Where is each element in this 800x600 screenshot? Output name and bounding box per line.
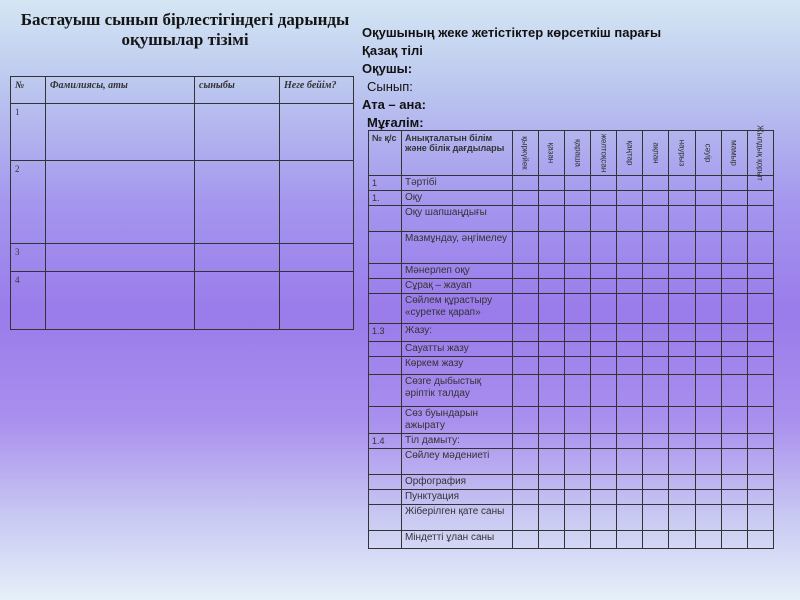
score-cell[interactable] xyxy=(538,490,564,505)
aptitude-cell[interactable] xyxy=(280,272,354,330)
score-cell[interactable] xyxy=(643,294,669,324)
score-cell[interactable] xyxy=(591,294,617,324)
score-cell[interactable] xyxy=(538,324,564,342)
score-cell[interactable] xyxy=(669,407,695,434)
skill-cell: Оқу xyxy=(401,191,512,206)
score-cell[interactable] xyxy=(617,475,643,490)
col-item-number: № қ/с xyxy=(369,131,402,176)
score-cell[interactable] xyxy=(669,375,695,407)
score-cell[interactable] xyxy=(721,294,747,324)
month-header: Жылдық қорыт xyxy=(747,131,773,176)
score-cell[interactable] xyxy=(617,176,643,191)
score-cell[interactable] xyxy=(669,191,695,206)
skill-cell: Көркем жазу xyxy=(401,357,512,375)
month-header: сәуір xyxy=(695,131,721,176)
score-cell[interactable] xyxy=(512,475,538,490)
score-cell[interactable] xyxy=(669,505,695,531)
score-cell[interactable] xyxy=(643,475,669,490)
row-number: 3 xyxy=(11,244,46,272)
row-number: 1.3 xyxy=(369,324,402,342)
score-cell[interactable] xyxy=(643,191,669,206)
score-cell[interactable] xyxy=(721,176,747,191)
score-cell[interactable] xyxy=(512,232,538,264)
skill-cell: Сөйлем құрастыру «суретке қарап» xyxy=(401,294,512,324)
skill-cell: Пунктуация xyxy=(401,490,512,505)
score-cell[interactable] xyxy=(747,434,773,449)
score-cell[interactable] xyxy=(695,434,721,449)
achievement-sheet-title: Оқушының жеке жетістіктер көрсеткіш парағы xyxy=(362,25,662,40)
score-cell[interactable] xyxy=(538,449,564,475)
score-cell[interactable] xyxy=(538,176,564,191)
score-cell[interactable] xyxy=(669,264,695,279)
score-cell[interactable] xyxy=(695,531,721,549)
score-cell[interactable] xyxy=(695,475,721,490)
score-cell[interactable] xyxy=(538,206,564,232)
score-cell[interactable] xyxy=(617,505,643,531)
score-cell[interactable] xyxy=(538,434,564,449)
score-cell[interactable] xyxy=(512,531,538,549)
score-cell[interactable] xyxy=(512,264,538,279)
row-number xyxy=(369,475,402,490)
score-cell[interactable] xyxy=(643,206,669,232)
skill-cell: Мәнерлеп оқу xyxy=(401,264,512,279)
score-cell[interactable] xyxy=(538,191,564,206)
score-cell[interactable] xyxy=(538,475,564,490)
subject-label: Қазақ тілі xyxy=(362,43,423,58)
score-cell[interactable] xyxy=(669,357,695,375)
table-row xyxy=(369,490,774,505)
score-cell[interactable] xyxy=(695,449,721,475)
score-cell[interactable] xyxy=(538,505,564,531)
score-cell[interactable] xyxy=(695,294,721,324)
score-cell[interactable] xyxy=(617,490,643,505)
score-cell[interactable] xyxy=(721,342,747,357)
month-header: наурыз xyxy=(669,131,695,176)
achievements-header-row xyxy=(369,131,774,176)
score-cell[interactable] xyxy=(538,531,564,549)
score-cell[interactable] xyxy=(564,191,590,206)
score-cell[interactable] xyxy=(512,294,538,324)
score-cell[interactable] xyxy=(512,434,538,449)
table-row xyxy=(369,449,774,475)
student-list-title: Бастауыш сынып бірлестігіндегі дарынды оқушылар тізімі xyxy=(20,10,350,49)
table-row xyxy=(369,324,774,342)
skill-cell: Мазмұндау, әңгімелеу xyxy=(401,232,512,264)
score-cell[interactable] xyxy=(617,342,643,357)
row-number: 1.4 xyxy=(369,434,402,449)
skill-cell: Сөйлеу мәдениеті xyxy=(401,449,512,475)
aptitude-cell[interactable] xyxy=(280,104,354,161)
achievements-table xyxy=(368,125,774,549)
score-cell[interactable] xyxy=(512,279,538,294)
col-aptitude: Неге бейім? xyxy=(280,77,354,104)
score-cell[interactable] xyxy=(512,407,538,434)
score-cell[interactable] xyxy=(643,324,669,342)
table-row xyxy=(369,191,774,206)
table-row xyxy=(369,176,774,191)
score-cell[interactable] xyxy=(617,264,643,279)
col-name: Фамилиясы, аты xyxy=(46,77,195,104)
table-row xyxy=(11,244,354,272)
score-cell[interactable] xyxy=(721,357,747,375)
row-number xyxy=(369,206,402,232)
row-number xyxy=(369,490,402,505)
table-row xyxy=(369,206,774,232)
skill-cell: Тәртібі xyxy=(401,176,512,191)
score-cell[interactable] xyxy=(591,279,617,294)
score-cell[interactable] xyxy=(643,505,669,531)
score-cell[interactable] xyxy=(538,357,564,375)
score-cell[interactable] xyxy=(538,279,564,294)
table-row xyxy=(369,407,774,434)
name-cell[interactable] xyxy=(46,104,195,161)
score-cell[interactable] xyxy=(721,531,747,549)
score-cell[interactable] xyxy=(512,191,538,206)
score-cell[interactable] xyxy=(747,279,773,294)
score-cell[interactable] xyxy=(747,342,773,357)
gifted-students-table xyxy=(10,76,354,330)
score-cell[interactable] xyxy=(591,531,617,549)
student-label: Оқушы: xyxy=(362,61,413,76)
score-cell[interactable] xyxy=(643,357,669,375)
score-cell[interactable] xyxy=(617,206,643,232)
score-cell[interactable] xyxy=(643,434,669,449)
score-cell[interactable] xyxy=(747,357,773,375)
row-number xyxy=(369,449,402,475)
score-cell[interactable] xyxy=(538,294,564,324)
score-cell[interactable] xyxy=(564,531,590,549)
score-cell[interactable] xyxy=(564,475,590,490)
score-cell[interactable] xyxy=(591,407,617,434)
score-cell[interactable] xyxy=(695,505,721,531)
score-cell[interactable] xyxy=(591,490,617,505)
skill-cell: Жіберілген қате саны xyxy=(401,505,512,531)
score-cell[interactable] xyxy=(721,407,747,434)
score-cell[interactable] xyxy=(564,176,590,191)
score-cell[interactable] xyxy=(591,434,617,449)
score-cell[interactable] xyxy=(617,407,643,434)
score-cell[interactable] xyxy=(643,342,669,357)
score-cell[interactable] xyxy=(512,375,538,407)
score-cell[interactable] xyxy=(512,206,538,232)
score-cell[interactable] xyxy=(669,232,695,264)
score-cell[interactable] xyxy=(538,264,564,279)
score-cell[interactable] xyxy=(512,357,538,375)
score-cell[interactable] xyxy=(669,206,695,232)
score-cell[interactable] xyxy=(695,206,721,232)
month-header: мамыр xyxy=(721,131,747,176)
score-cell[interactable] xyxy=(564,324,590,342)
score-cell[interactable] xyxy=(747,375,773,407)
row-number xyxy=(369,279,402,294)
class-label: Сынып: xyxy=(367,79,413,94)
score-cell[interactable] xyxy=(617,232,643,264)
row-number xyxy=(369,294,402,324)
score-cell[interactable] xyxy=(643,490,669,505)
score-cell[interactable] xyxy=(643,279,669,294)
month-header: қараша xyxy=(564,131,590,176)
month-header: қазан xyxy=(538,131,564,176)
score-cell[interactable] xyxy=(695,191,721,206)
score-cell[interactable] xyxy=(538,375,564,407)
score-cell[interactable] xyxy=(721,475,747,490)
score-cell[interactable] xyxy=(591,342,617,357)
skill-cell: Сауатты жазу xyxy=(401,342,512,357)
score-cell[interactable] xyxy=(721,449,747,475)
score-cell[interactable] xyxy=(617,324,643,342)
score-cell[interactable] xyxy=(747,407,773,434)
row-number xyxy=(369,264,402,279)
score-cell[interactable] xyxy=(617,191,643,206)
score-cell[interactable] xyxy=(591,324,617,342)
score-cell[interactable] xyxy=(617,434,643,449)
score-cell[interactable] xyxy=(591,375,617,407)
score-cell[interactable] xyxy=(669,475,695,490)
score-cell[interactable] xyxy=(695,375,721,407)
skill-cell: Жазу: xyxy=(401,324,512,342)
score-cell[interactable] xyxy=(669,279,695,294)
table-row xyxy=(11,161,354,244)
table-row xyxy=(369,531,774,549)
table-row xyxy=(369,375,774,407)
name-cell[interactable] xyxy=(46,161,195,244)
score-cell[interactable] xyxy=(721,490,747,505)
table-row xyxy=(11,104,354,161)
score-cell[interactable] xyxy=(564,505,590,531)
score-cell[interactable] xyxy=(643,375,669,407)
score-cell[interactable] xyxy=(564,232,590,264)
score-cell[interactable] xyxy=(564,342,590,357)
score-cell[interactable] xyxy=(564,407,590,434)
row-number xyxy=(369,531,402,549)
score-cell[interactable] xyxy=(564,449,590,475)
score-cell[interactable] xyxy=(617,531,643,549)
table-header-row xyxy=(11,77,354,104)
col-number: № xyxy=(11,77,46,104)
month-header: желтоқсан xyxy=(591,131,617,176)
row-number: 1 xyxy=(11,104,46,161)
score-cell[interactable] xyxy=(695,342,721,357)
class-cell[interactable] xyxy=(195,161,280,244)
name-cell[interactable] xyxy=(46,272,195,330)
table-row xyxy=(369,342,774,357)
score-cell[interactable] xyxy=(669,324,695,342)
score-cell[interactable] xyxy=(721,324,747,342)
score-cell[interactable] xyxy=(617,375,643,407)
score-cell[interactable] xyxy=(591,176,617,191)
table-row xyxy=(369,475,774,490)
score-cell[interactable] xyxy=(591,475,617,490)
table-row xyxy=(11,272,354,330)
score-cell[interactable] xyxy=(669,531,695,549)
table-row xyxy=(369,505,774,531)
row-number xyxy=(369,232,402,264)
table-row xyxy=(369,434,774,449)
skill-cell: Оқу шапшаңдығы xyxy=(401,206,512,232)
row-number xyxy=(369,407,402,434)
score-cell[interactable] xyxy=(591,449,617,475)
row-number: 4 xyxy=(11,272,46,330)
score-cell[interactable] xyxy=(512,505,538,531)
score-cell[interactable] xyxy=(669,490,695,505)
score-cell[interactable] xyxy=(591,206,617,232)
row-number: 2 xyxy=(11,161,46,244)
skill-cell: Сөз буындарын ажырату xyxy=(401,407,512,434)
score-cell[interactable] xyxy=(721,232,747,264)
achievement-sheet-header xyxy=(362,24,792,132)
score-cell[interactable] xyxy=(747,475,773,490)
score-cell[interactable] xyxy=(721,434,747,449)
score-cell[interactable] xyxy=(617,294,643,324)
score-cell[interactable] xyxy=(669,342,695,357)
score-cell[interactable] xyxy=(512,449,538,475)
score-cell[interactable] xyxy=(512,176,538,191)
table-row xyxy=(369,294,774,324)
score-cell[interactable] xyxy=(643,531,669,549)
row-number xyxy=(369,375,402,407)
score-cell[interactable] xyxy=(695,232,721,264)
row-number xyxy=(369,342,402,357)
score-cell[interactable] xyxy=(721,279,747,294)
score-cell[interactable] xyxy=(747,264,773,279)
score-cell[interactable] xyxy=(538,407,564,434)
score-cell[interactable] xyxy=(564,375,590,407)
score-cell[interactable] xyxy=(564,357,590,375)
score-cell[interactable] xyxy=(564,294,590,324)
skill-cell: Сөзге дыбыстық әріптік талдау xyxy=(401,375,512,407)
score-cell[interactable] xyxy=(669,449,695,475)
month-header: ақпан xyxy=(643,131,669,176)
aptitude-cell[interactable] xyxy=(280,244,354,272)
score-cell[interactable] xyxy=(591,232,617,264)
score-cell[interactable] xyxy=(564,490,590,505)
score-cell[interactable] xyxy=(564,206,590,232)
score-cell[interactable] xyxy=(564,264,590,279)
score-cell[interactable] xyxy=(747,490,773,505)
skill-cell: Сұрақ – жауап xyxy=(401,279,512,294)
score-cell[interactable] xyxy=(564,434,590,449)
table-row xyxy=(369,232,774,264)
score-cell[interactable] xyxy=(643,407,669,434)
score-cell[interactable] xyxy=(643,449,669,475)
table-row xyxy=(369,279,774,294)
score-cell[interactable] xyxy=(512,490,538,505)
score-cell[interactable] xyxy=(591,264,617,279)
score-cell[interactable] xyxy=(721,206,747,232)
score-cell[interactable] xyxy=(591,191,617,206)
score-cell[interactable] xyxy=(617,279,643,294)
score-cell[interactable] xyxy=(695,176,721,191)
score-cell[interactable] xyxy=(512,342,538,357)
score-cell[interactable] xyxy=(721,505,747,531)
score-cell[interactable] xyxy=(695,264,721,279)
score-cell[interactable] xyxy=(695,490,721,505)
skill-cell: Тіл дамыту: xyxy=(401,434,512,449)
col-skill: Анықталатын білім және білік дағдылары xyxy=(401,131,512,176)
score-cell[interactable] xyxy=(591,505,617,531)
score-cell[interactable] xyxy=(721,191,747,206)
row-number: 1. xyxy=(369,191,402,206)
score-cell[interactable] xyxy=(721,375,747,407)
score-cell[interactable] xyxy=(617,449,643,475)
score-cell[interactable] xyxy=(695,357,721,375)
score-cell[interactable] xyxy=(617,357,643,375)
score-cell[interactable] xyxy=(747,449,773,475)
score-cell[interactable] xyxy=(695,279,721,294)
score-cell[interactable] xyxy=(512,324,538,342)
score-cell[interactable] xyxy=(669,434,695,449)
score-cell[interactable] xyxy=(721,264,747,279)
class-cell[interactable] xyxy=(195,244,280,272)
score-cell[interactable] xyxy=(591,357,617,375)
aptitude-cell[interactable] xyxy=(280,161,354,244)
score-cell[interactable] xyxy=(669,176,695,191)
row-number xyxy=(369,357,402,375)
score-cell[interactable] xyxy=(747,324,773,342)
month-header: қыркүйек xyxy=(512,131,538,176)
score-cell[interactable] xyxy=(747,531,773,549)
col-class: сыныбы xyxy=(195,77,280,104)
score-cell[interactable] xyxy=(695,407,721,434)
score-cell[interactable] xyxy=(643,176,669,191)
row-number xyxy=(369,505,402,531)
table-row xyxy=(369,357,774,375)
score-cell[interactable] xyxy=(747,505,773,531)
class-cell[interactable] xyxy=(195,272,280,330)
class-cell[interactable] xyxy=(195,104,280,161)
score-cell[interactable] xyxy=(695,324,721,342)
row-number: 1 xyxy=(369,176,402,191)
score-cell[interactable] xyxy=(747,191,773,206)
parent-label: Ата – ана: xyxy=(362,97,426,112)
skill-cell: Міндетті ұлан саны xyxy=(401,531,512,549)
score-cell[interactable] xyxy=(747,232,773,264)
skill-cell: Орфография xyxy=(401,475,512,490)
score-cell[interactable] xyxy=(643,232,669,264)
score-cell[interactable] xyxy=(747,206,773,232)
score-cell[interactable] xyxy=(538,342,564,357)
score-cell[interactable] xyxy=(747,294,773,324)
teacher-label: Мұғалім: xyxy=(367,115,424,130)
table-row xyxy=(369,264,774,279)
month-header: қаңтар xyxy=(617,131,643,176)
score-cell[interactable] xyxy=(643,264,669,279)
name-cell[interactable] xyxy=(46,244,195,272)
score-cell[interactable] xyxy=(538,232,564,264)
score-cell[interactable] xyxy=(564,279,590,294)
score-cell[interactable] xyxy=(669,294,695,324)
